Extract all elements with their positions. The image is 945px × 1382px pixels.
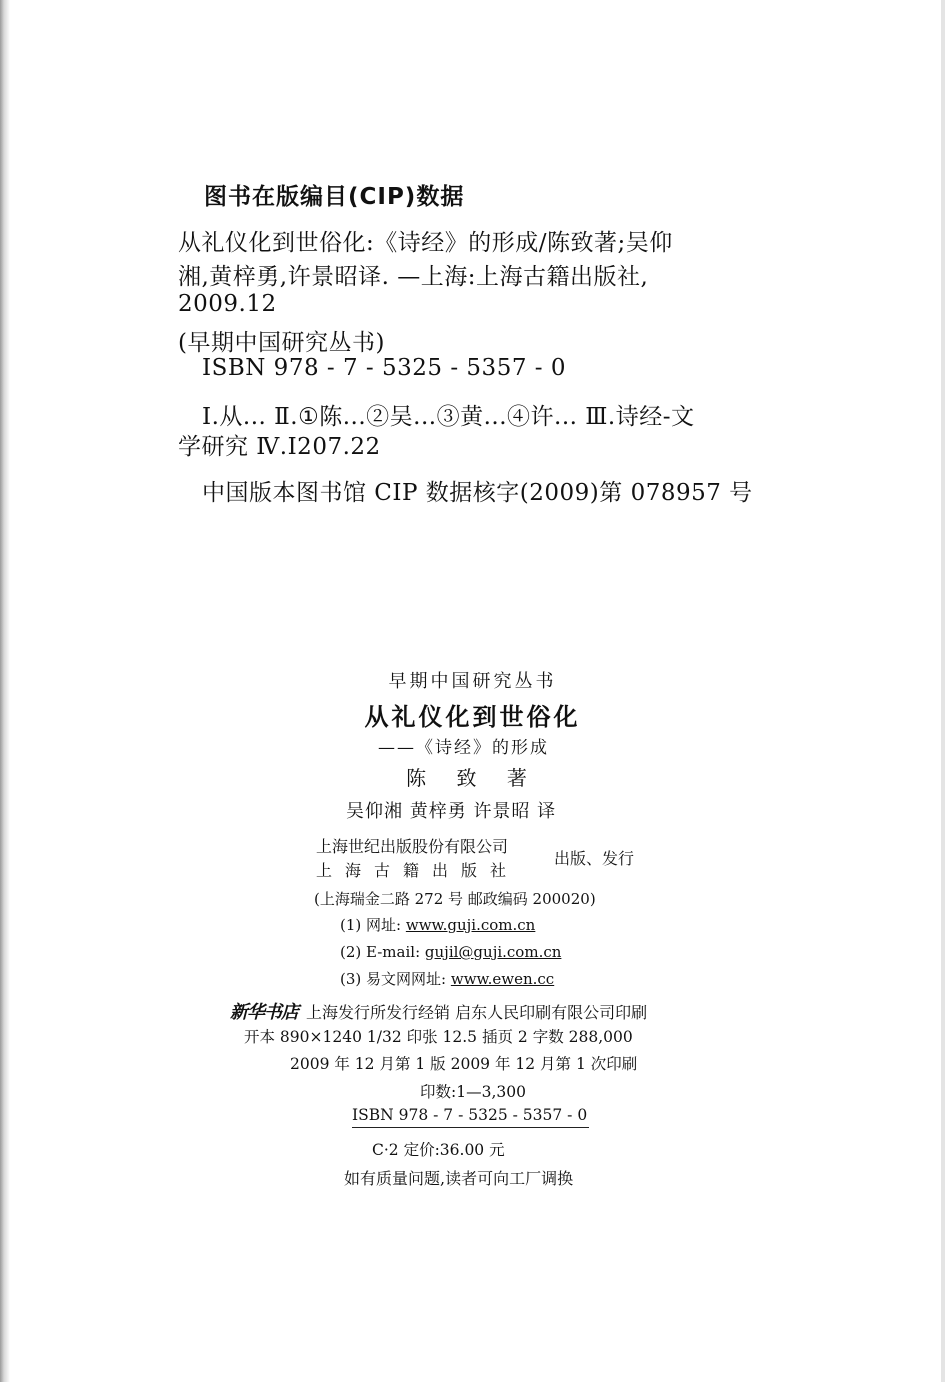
website-line — [340, 914, 535, 935]
email-label: (2) E-mail: — [340, 943, 421, 961]
printer-text: 上海发行所发行经销 启东人民印刷有限公司印刷 — [306, 1003, 648, 1022]
cip-heading: 图书在版编目(CIP)数据 — [204, 184, 465, 210]
cip-line-date: 2009.12 — [178, 291, 277, 317]
ewen-link[interactable]: www.ewen.cc — [450, 970, 555, 988]
website-link[interactable]: www.guji.com.cn — [405, 916, 536, 934]
printer-line — [230, 998, 647, 1024]
cip-line-record-number: 中国版本图书馆 CIP 数据核字(2009)第 078957 号 — [202, 480, 753, 506]
publisher-name: 上海古籍出版社 — [316, 861, 520, 880]
email-line — [340, 943, 561, 961]
xinhua-bookstore-logo: 新华书店 — [230, 1002, 298, 1023]
cip-line-isbn: ISBN 978 - 7 - 5325 - 5357 - 0 — [202, 355, 566, 381]
author: 陈 致 著 — [406, 766, 539, 790]
cip-line-translators: 湘,黄梓勇,许景昭译. —上海:上海古籍出版社, — [178, 264, 649, 290]
cip-line-series: (早期中国研究丛书) — [178, 330, 385, 356]
cip-line-classification: Ⅰ.从... Ⅱ.①陈...②吴...③黄...④许... Ⅲ.诗经-文 — [202, 404, 695, 430]
book-title: 从礼仪化到世俗化 — [364, 703, 581, 731]
website-label: (1) 网址: — [340, 916, 402, 934]
publisher-role: 出版、发行 — [554, 849, 635, 868]
format-specs: 开本 890×1240 1/32 印张 12.5 插页 2 字数 288,000 — [244, 1028, 633, 1046]
ewen-line — [340, 968, 554, 989]
publisher-address: (上海瑞金二路 272 号 邮政编码 200020) — [314, 890, 596, 908]
publisher-group: 上海世纪出版股份有限公司 — [316, 837, 509, 856]
series-name: 早期中国研究丛书 — [388, 671, 557, 692]
price: C·2 定价:36.00 元 — [372, 1141, 505, 1159]
print-run: 印数:1—3,300 — [420, 1083, 526, 1101]
quality-notice: 如有质量问题,读者可向工厂调换 — [344, 1169, 574, 1188]
email-link[interactable]: gujil@guji.com.cn — [424, 943, 562, 961]
cip-line-classification-cont: 学研究 Ⅳ.I207.22 — [178, 434, 381, 460]
isbn: ISBN 978 - 7 - 5325 - 5357 - 0 — [352, 1106, 589, 1128]
book-subtitle: ——《诗经》的形成 — [378, 738, 549, 758]
cip-line-title: 从礼仪化到世俗化:《诗经》的形成/陈致著;吴仰 — [178, 230, 673, 256]
translators: 吴仰湘 黄梓勇 许景昭 译 — [346, 801, 557, 822]
edition-info: 2009 年 12 月第 1 版 2009 年 12 月第 1 次印刷 — [290, 1055, 638, 1073]
ewen-label: (3) 易文网网址: — [340, 970, 447, 988]
